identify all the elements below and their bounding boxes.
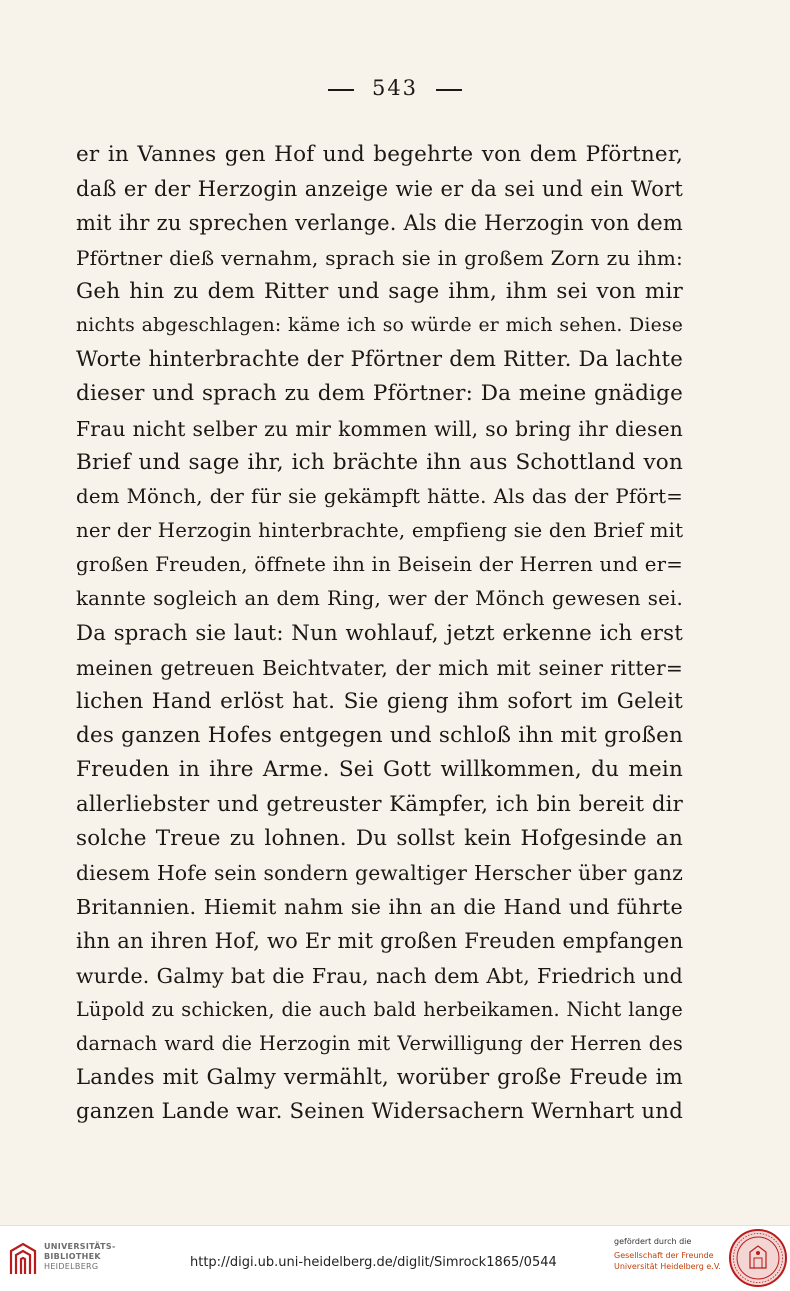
body-text <box>76 138 683 1129</box>
footer-bar <box>0 1225 790 1291</box>
text-line: diesem Hofe sein sondern gewaltiger Herscher über ganz <box>76 860 683 885</box>
library-name-line: HEIDELBERG <box>44 1262 99 1271</box>
library-name-line: BIBLIOTHEK <box>44 1252 101 1261</box>
text-line: Frau nicht selber zu mir kommen will, so bring ihr diesen <box>76 416 683 441</box>
text-line: Pförtner dieß vernahm, sprach sie in großem Zorn zu ihm: <box>76 245 683 270</box>
text-line: meinen getreuen Beichtvater, der mich mit seiner ritter= <box>76 655 683 680</box>
permalink-url[interactable]: http://digi.ub.uni-heidelberg.de/diglit/Simrock1865/0544 <box>190 1255 557 1270</box>
page-number-dash-right <box>436 89 462 91</box>
library-name-line: UNIVERSITÄTS- <box>44 1242 116 1251</box>
page-number-dash-left <box>328 89 354 91</box>
text-line: Brief und sage ihr, ich brächte ihn aus Schottland von <box>76 449 683 475</box>
text-line: Geh hin zu dem Ritter und sage ihm, ihm sei von mir <box>76 278 683 304</box>
sponsor-note <box>614 1236 721 1272</box>
page-number-value: 543 <box>371 76 419 100</box>
library-name <box>44 1242 116 1272</box>
text-line: lichen Hand erlöst hat. Sie gieng ihm sofort im Geleit <box>76 689 683 714</box>
text-line: Da sprach sie laut: Nun wohlauf, jetzt erkenne ich erst <box>76 620 683 646</box>
text-line: darnach ward die Herzogin mit Verwilligung der Herren des <box>76 1031 683 1055</box>
text-line: allerliebster und getreuster Kämpfer, ich bin bereit dir <box>76 791 683 817</box>
text-line: ihn an ihren Hof, wo Er mit großen Freuden empfangen <box>76 929 683 954</box>
sponsor-line: Gesellschaft der Freunde <box>614 1251 714 1260</box>
text-line: Lüpold zu schicken, die auch bald herbeikamen. Nicht lange <box>76 997 683 1021</box>
text-line: des ganzen Hofes entgegen und schloß ihn mit großen <box>76 723 683 749</box>
text-line: solche Treue zu lohnen. Du sollst kein Hofgesinde an <box>76 825 683 851</box>
text-line: ner der Herzogin hinterbrachte, empfieng sie den Brief mit <box>76 519 683 543</box>
text-line: nichts abgeschlagen: käme ich so würde er mich sehen. Diese <box>76 314 683 336</box>
text-line: Worte hinterbrachte der Pförtner dem Ritter. Da lachte <box>76 347 683 373</box>
text-line: wurde. Galmy bat die Frau, nach dem Abt, Friedrich und <box>76 963 683 988</box>
text-line: großen Freuden, öffnete ihn in Beisein der Herren und er= <box>76 553 683 577</box>
university-seal-icon <box>728 1228 788 1288</box>
text-line: dem Mönch, der für sie gekämpft hätte. Als das der Pfört= <box>76 484 683 508</box>
text-line: er in Vannes gen Hof und begehrte von dem Pförtner, <box>76 142 683 167</box>
text-line: mit ihr zu sprechen verlange. Als die Herzogin von dem <box>76 211 683 236</box>
sponsor-line: Universität Heidelberg e.V. <box>614 1262 721 1271</box>
text-line: ganzen Lande war. Seinen Widersachern Wernhart und <box>76 1099 683 1125</box>
page-number <box>0 76 790 100</box>
university-library-logo-icon[interactable] <box>8 1241 38 1277</box>
text-line: dieser und sprach zu dem Pförtner: Da meine gnädige <box>76 381 683 407</box>
text-line: kannte sogleich an dem Ring, wer der Mönch gewesen sei. <box>76 587 683 611</box>
text-line: daß er der Herzogin anzeige wie er da sei und ein Wort <box>76 177 683 202</box>
text-line: Britannien. Hiemit nahm sie ihn an die Hand und führte <box>76 895 683 920</box>
text-line: Freuden in ihre Arme. Sei Gott willkommen, du mein <box>76 757 683 783</box>
text-line: Landes mit Galmy vermählt, worüber große Freude im <box>76 1065 683 1091</box>
sponsor-intro: gefördert durch die <box>614 1237 692 1246</box>
